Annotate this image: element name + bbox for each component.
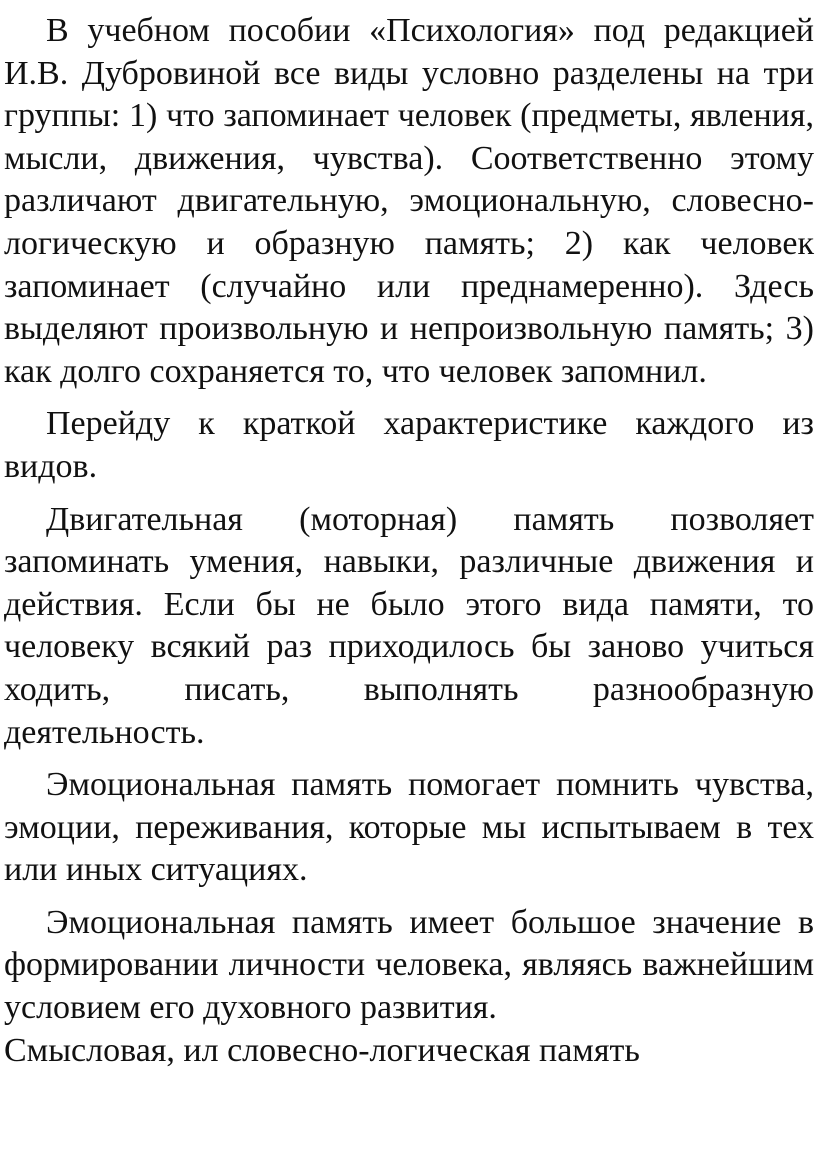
paragraph-memory-classification: В учебном пособии «Психология» под редакцией И.В. Дубровиной все виды условно разделены на три группы: 1) что запоминает человек (предметы, явления, мысли, движения, чувства). Соответственно этому различают двигательную, эмоциональную, словесно-логическую и образную память; 2) как человек запоминает (случайно или преднамеренно). Здесь выделяют произвольную и непроизвольную память; 3) как долго сохраняется то, что человек запомнил.	[4, 12, 814, 390]
paragraph-emotional-memory: Эмоциональная память помогает помнить чувства, эмоции, переживания, которые мы испытываем в тех или иных ситуациях.	[4, 766, 814, 889]
document-page	[4, 10, 814, 1072]
paragraph-transition: Перейду к краткой характеристике каждого из видов.	[4, 405, 814, 485]
paragraph-semantic-memory: Смысловая, ил словесно-логическая память	[4, 1031, 640, 1069]
paragraph-emotional-memory-significance: Эмоциональная память имеет большое значение в формировании личности человека, являясь важнейшим условием его духовного развития.	[4, 903, 814, 1027]
paragraph-motor-memory: Двигательная (моторная) память позволяет запоминать умения, навыки, различные движения и действия. Если бы не было этого вида памяти, то человеку всякий раз приходилось бы заново учиться ходить, писать, выполнять разнообразную деятельность.	[4, 500, 814, 751]
